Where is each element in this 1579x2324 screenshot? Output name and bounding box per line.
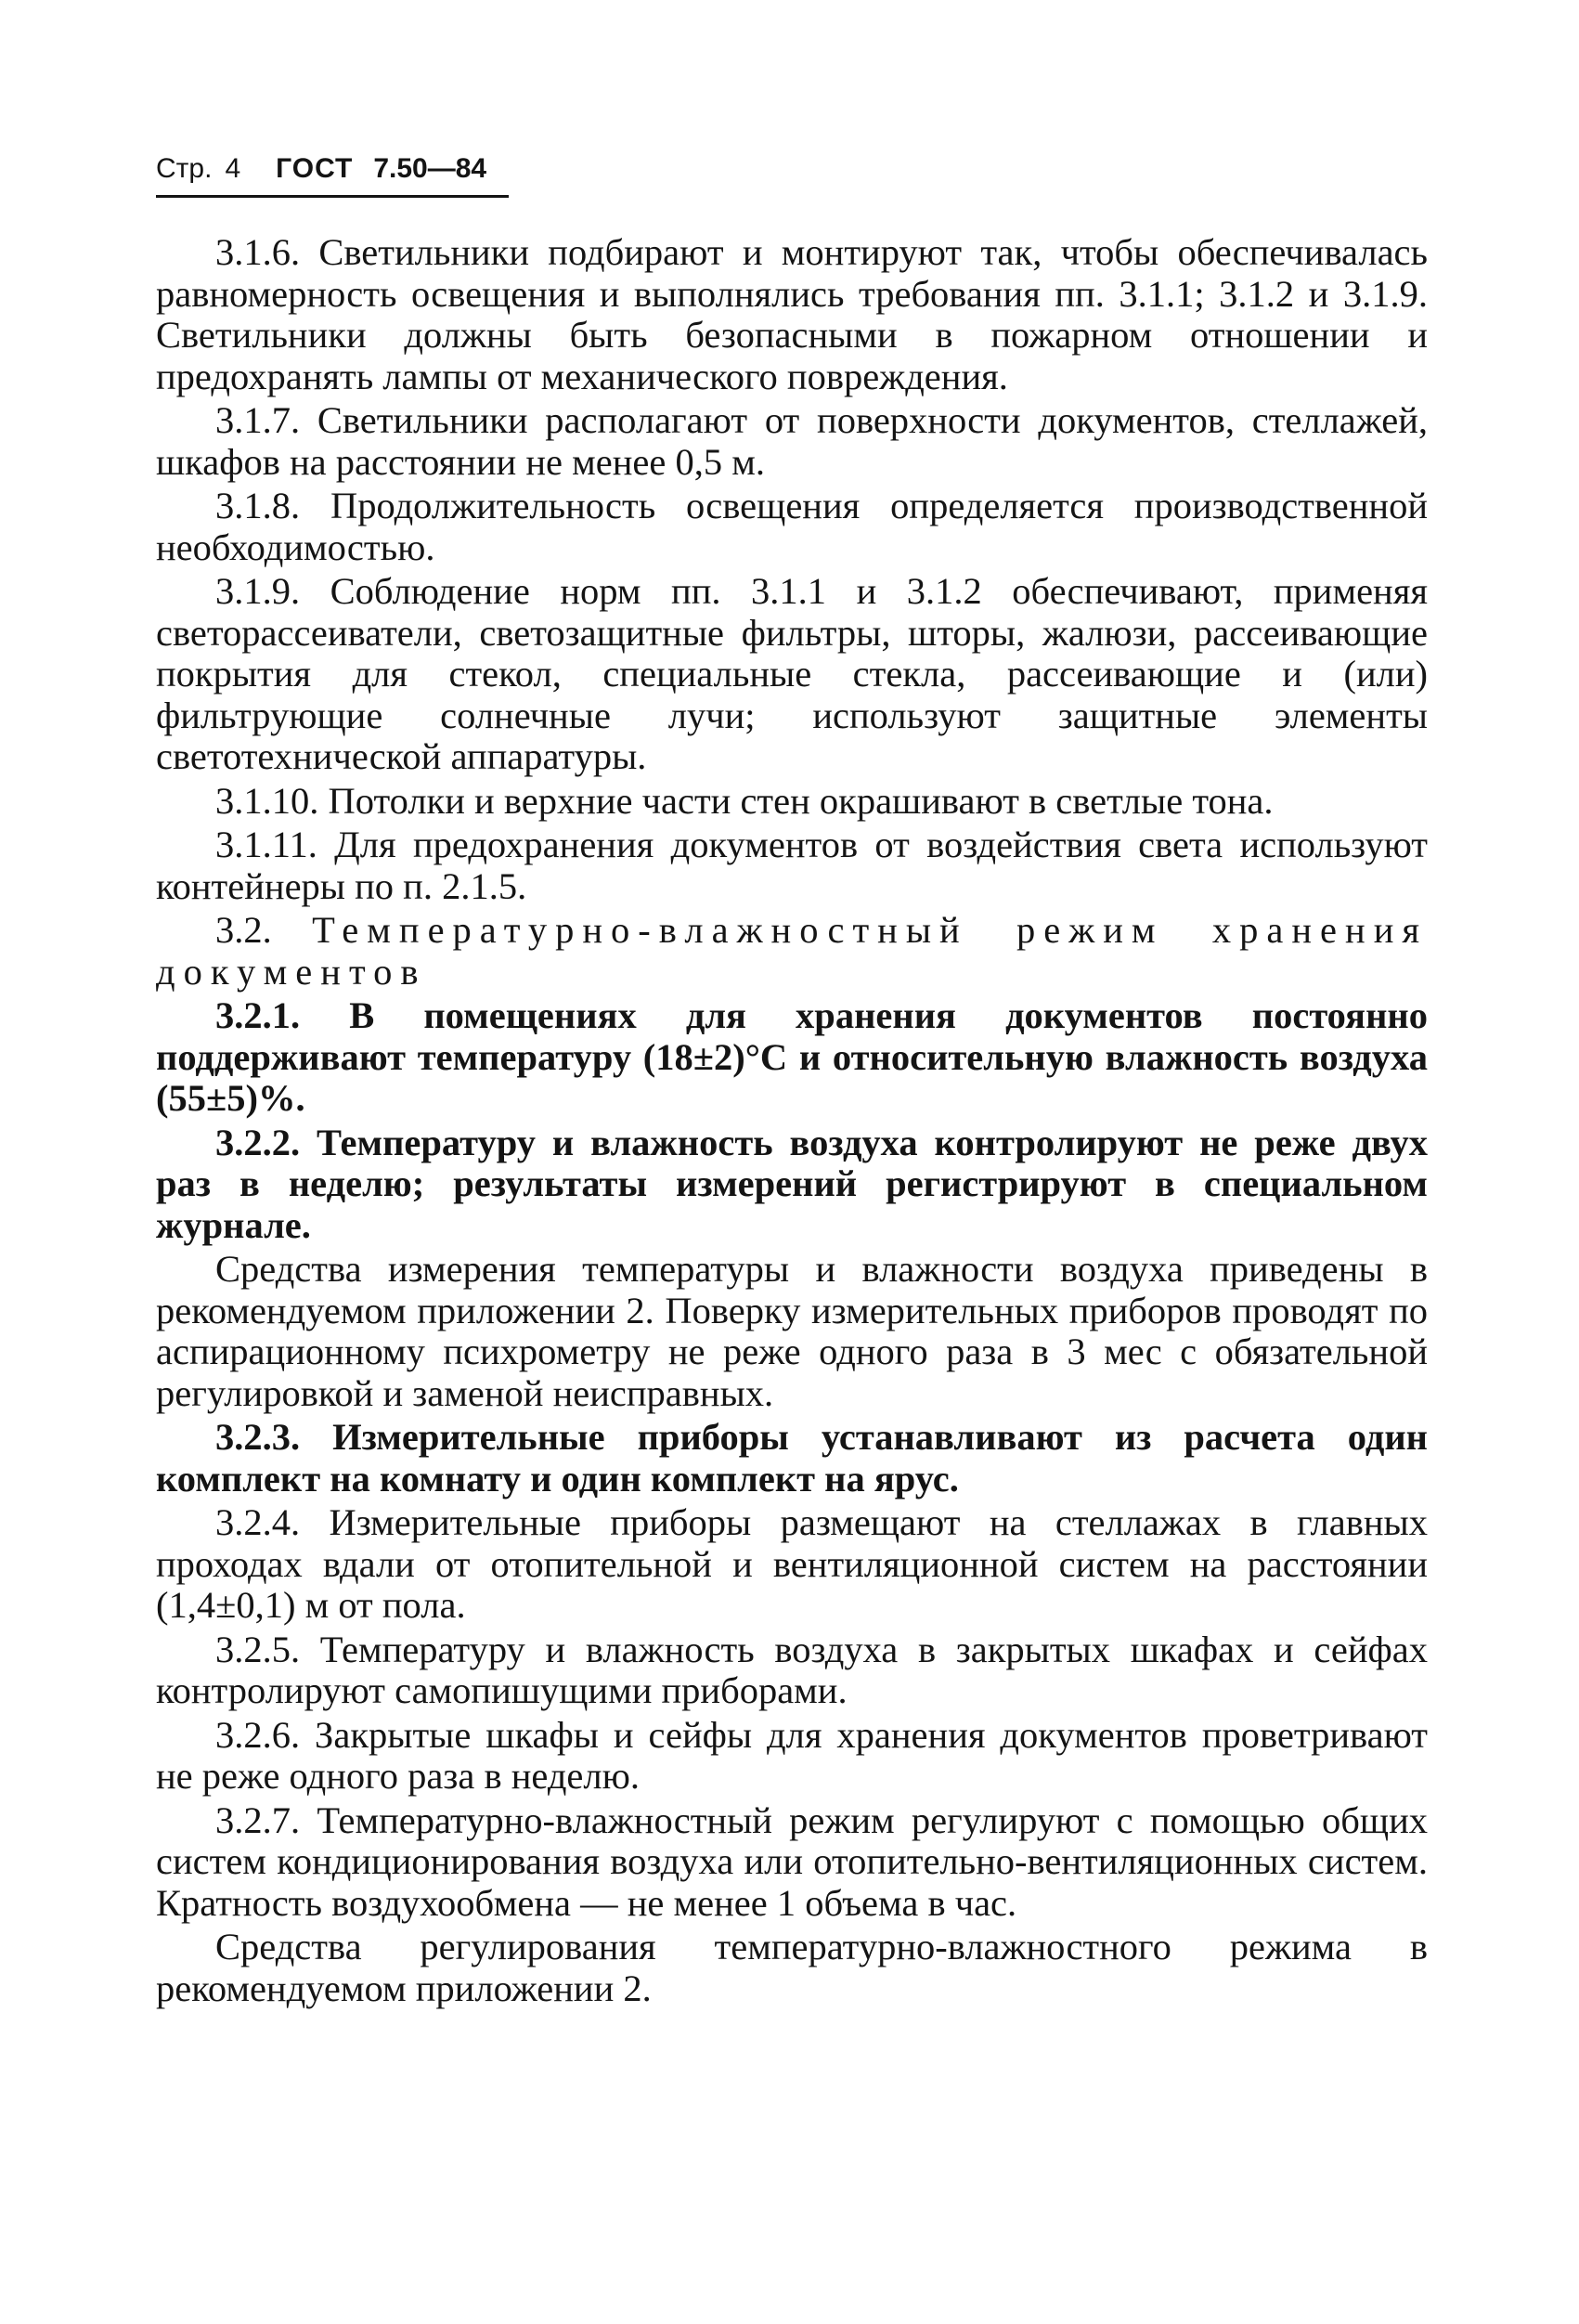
standard-number: 7.50—84: [373, 153, 487, 184]
paragraph-3-2-7: 3.2.7. Температурно-влажностный режим регулируют с помощью общих систем кондиционирования воздуха или отопительно-вентиляционных систем. Кратность воздухообмена — не менее 1 объема в час.: [156, 1798, 1428, 1924]
section-number: 3.2.: [215, 909, 272, 951]
paragraph-3-2-3: 3.2.3. Измерительные приборы устанавливают из расчета один комплект на комнату и один комплект на ярус.: [156, 1416, 1428, 1500]
standard-name: ГОСТ: [276, 153, 354, 184]
paragraph-3-1-7: 3.1.7. Светильники располагают от поверхности документов, стеллажей, шкафов на расстоянии не менее 0,5 м.: [156, 399, 1428, 483]
section-heading: [156, 910, 1428, 993]
paragraph-3-1-9: 3.1.9. Соблюдение норм пп. 3.1.1 и 3.1.2 обеспечивают, применяя светорассеиватели, светозащитные фильтры, шторы, жалюзи, рассеивающие покрытия для стекол, специальные стекла, рассеивающие и (или) фильтрующие солнечные лучи; используют защитные элементы светотехнической аппаратуры.: [156, 570, 1428, 777]
paragraph-3-1-10: 3.1.10. Потолки и верхние части стен окрашивают в светлые тона.: [215, 779, 1274, 822]
paragraph-3-2-1: 3.2.1. В помещениях для хранения документов постоянно поддерживают температуру (18±2)°С и относительную влажность воздуха (55±5)%.: [156, 994, 1428, 1119]
paragraph-3-2-6: 3.2.6. Закрытые шкафы и сейфы для хранения документов проветривают не реже одного раза в неделю.: [156, 1713, 1428, 1797]
paragraph-3-1-11: 3.1.11. Для предохранения документов от воздействия света используют контейнеры по п. 2.1.5.: [156, 824, 1428, 907]
body-text: [156, 232, 1428, 2009]
paragraph-measurement-means: Средства измерения температуры и влажности воздуха приведены в рекомендуемом приложении 2. Поверку измерительных приборов проводят по аспирационному психрометру не реже одного раза в 3 мес с обязательной регулировкой и заменой неисправных.: [156, 1248, 1428, 1414]
paragraph-3-1-6: 3.1.6. Светильники подбирают и монтируют так, чтобы обеспечивалась равномерность освещения и выполнялись требования пп. 3.1.1; 3.1.2 и 3.1.9. Светильники должны быть безопасными в пожарном отношении и предохранять лампы от механического повреждения.: [156, 231, 1428, 397]
paragraph-3-2-4: 3.2.4. Измерительные приборы размещают на стеллажах в главных проходах вдали от отопительной и вентиляционной систем на расстоянии (1,4±0,1) м от пола.: [156, 1501, 1428, 1626]
header-rule: [156, 195, 509, 198]
page-number: 4: [225, 153, 241, 184]
page-label: Стр.: [156, 153, 213, 184]
paragraph-regulation-means: Средства регулирования температурно-влажностного режима в рекомендуемом приложении 2.: [156, 1926, 1428, 2009]
paragraph-3-1-8: 3.1.8. Продолжительность освещения определяется производственной необходимостью.: [156, 485, 1428, 568]
paragraph-3-2-5: 3.2.5. Температуру и влажность воздуха в закрытых шкафах и сейфах контролируют самопишущими приборами.: [156, 1628, 1428, 1711]
section-title: Температурно-влажностный режим хранения документов: [156, 909, 1429, 993]
paragraph-3-2-2: 3.2.2. Температуру и влажность воздуха контролируют не реже двух раз в неделю; результаты измерений регистрируют в специальном журнале.: [156, 1121, 1428, 1246]
